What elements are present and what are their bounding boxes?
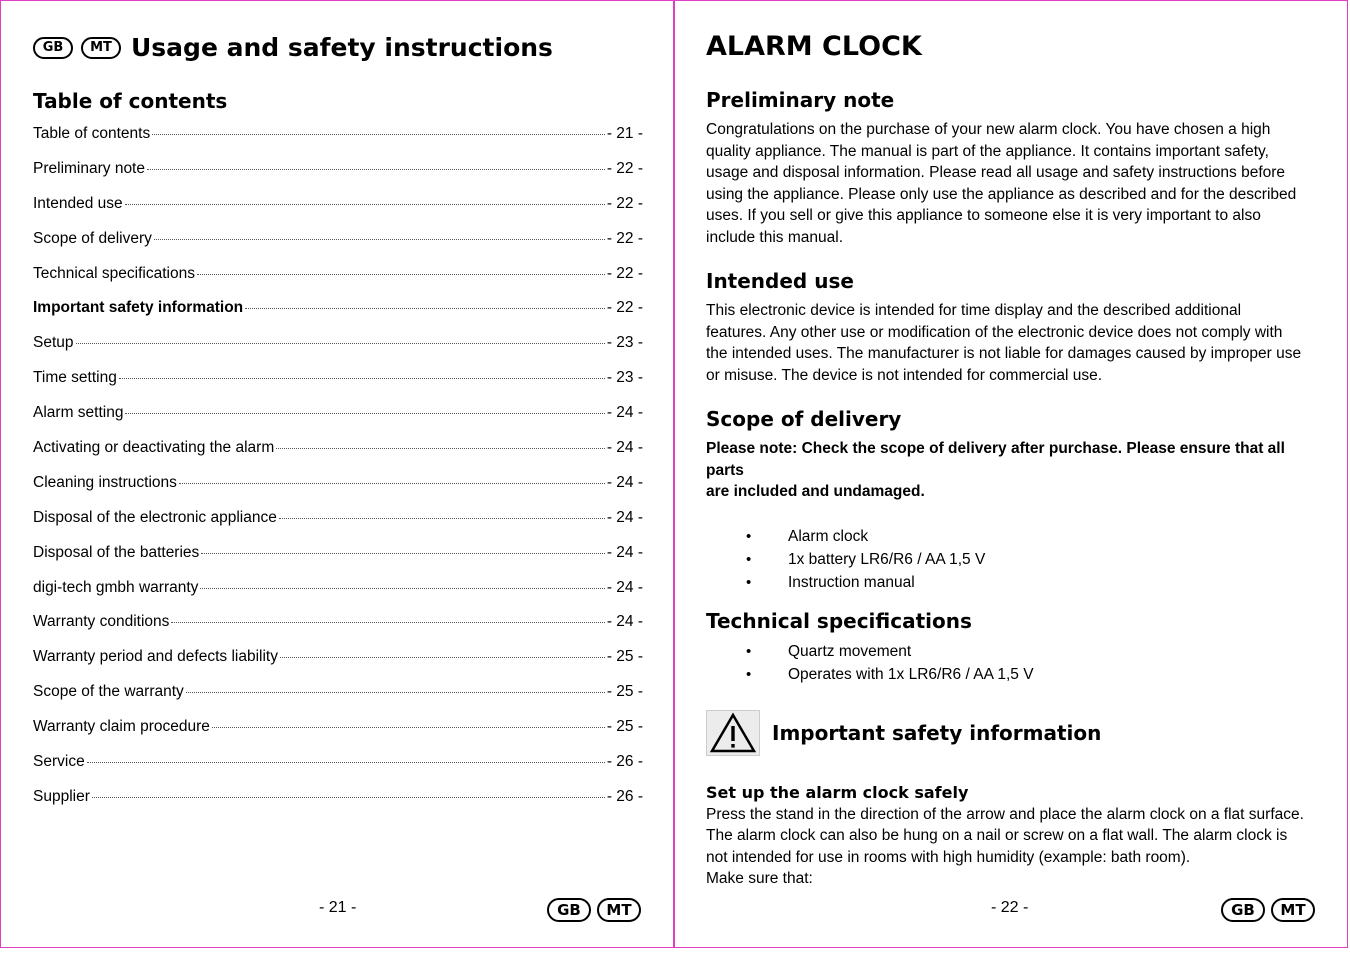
warning-triangle-icon: [706, 710, 760, 756]
toc-entry-page: - 24 -: [606, 578, 643, 596]
toc-entry-title: Disposal of the electronic appliance: [33, 508, 277, 526]
list-item: • Quartz movement: [706, 640, 1318, 663]
text-line: This electronic device is intended for time display and the described additional: [706, 302, 1242, 319]
toc-leader-dots: [92, 797, 605, 798]
intended-use-text: [706, 300, 1318, 386]
toc-entry: [33, 404, 643, 439]
table-of-contents: [33, 125, 643, 823]
safety-subheading: Set up the alarm clock safely: [706, 782, 969, 802]
toc-entry-title: Technical specifications: [33, 264, 195, 282]
toc-leader-dots: [171, 622, 604, 623]
note-line: Please note: Check the scope of delivery after purchase. Please ensure that all parts: [706, 440, 1285, 479]
toc-entry-page: - 24 -: [606, 508, 643, 526]
note-line: are included and undamaged.: [706, 483, 925, 500]
toc-entry: [33, 439, 643, 474]
toc-entry: [33, 125, 643, 160]
toc-entry-page: - 26 -: [606, 753, 643, 771]
toc-entry: [33, 265, 643, 300]
list-item: • Alarm clock: [706, 525, 1318, 548]
scope-note: [706, 438, 1318, 503]
toc-entry-title: Table of contents: [33, 125, 151, 142]
toc-entry: [33, 788, 643, 823]
toc-entry-page: - 23 -: [606, 369, 643, 387]
toc-entry-title: Warranty period and defects liability: [33, 648, 278, 666]
safety-header: [706, 710, 1318, 756]
list-item: • 1x battery LR6/R6 / AA 1,5 V: [706, 548, 1318, 571]
text-line: features. Any other use or modification of the electronic device does not comply with: [706, 323, 1283, 341]
toc-entry: [33, 299, 643, 334]
section-title: ALARM CLOCK: [706, 31, 922, 62]
toc-leader-dots: [279, 518, 605, 519]
toc-entry: [33, 648, 643, 683]
text-line: or misuse. The device is not intended for commercial use.: [706, 366, 1103, 384]
toc-entry-page: - 24 -: [606, 439, 643, 457]
toc-entry: [33, 195, 643, 230]
toc-entry: [33, 509, 643, 544]
toc-entry-title: Preliminary note: [33, 159, 145, 177]
preliminary-heading: Preliminary note: [706, 88, 895, 112]
toc-entry-title: Disposal of the batteries: [33, 543, 200, 561]
toc-entry: [33, 334, 643, 369]
toc-entry-page: - 25 -: [606, 683, 643, 701]
list-item: • Operates with 1x LR6/R6 / AA 1,5 V: [706, 663, 1318, 686]
toc-leader-dots: [125, 204, 605, 205]
toc-entry-page: - 22 -: [606, 264, 643, 282]
toc-entry-title: Setup: [33, 334, 74, 352]
toc-leader-dots: [154, 239, 605, 240]
gb-badge: GB: [33, 37, 73, 59]
toc-entry-page: - 21 -: [606, 125, 643, 142]
scope-heading: Scope of delivery: [706, 407, 902, 431]
technical-list: [706, 640, 1318, 686]
toc-entry-title: digi-tech gmbh warranty: [33, 578, 199, 596]
list-item: • Instruction manual: [706, 571, 1318, 594]
text-line: include this manual.: [706, 228, 843, 246]
toc-entry: [33, 753, 643, 788]
toc-leader-dots: [245, 308, 605, 309]
text-line: the intended uses. The manufacturer is not liable for damages caused by improper use: [706, 345, 1302, 362]
toc-entry: [33, 613, 643, 648]
toc-entry-page: - 25 -: [606, 718, 643, 736]
text-line: Press the stand in the direction of the arrow and place the alarm clock on a flat surface.: [706, 805, 1304, 823]
toc-entry-page: - 24 -: [606, 473, 643, 491]
toc-leader-dots: [276, 448, 605, 449]
toc-leader-dots: [147, 169, 605, 170]
toc-entry-title: Scope of the warranty: [33, 683, 184, 701]
toc-entry-title: Warranty conditions: [33, 613, 170, 631]
preliminary-text: [706, 119, 1318, 248]
toc-entry-page: - 26 -: [606, 787, 643, 805]
toc-entry: [33, 369, 643, 404]
right-page: [674, 0, 1348, 948]
toc-entry: [33, 230, 643, 265]
toc-entry: [33, 160, 643, 195]
mt-badge: MT: [81, 37, 121, 59]
text-line: using the appliance. Please only use the appliance as described and for the described: [706, 185, 1297, 203]
toc-entry-page: - 25 -: [606, 648, 643, 666]
safety-heading: Important safety information: [772, 720, 1102, 745]
toc-entry-title: Activating or deactivating the alarm: [33, 439, 275, 457]
left-page: [0, 0, 674, 948]
text-line: The alarm clock can also be hung on a nail or screw on a flat wall. The alarm clock is: [706, 827, 1288, 844]
toc-leader-dots: [212, 727, 605, 728]
toc-entry-title: Warranty claim procedure: [33, 718, 210, 736]
intended-use-heading: Intended use: [706, 269, 854, 293]
gb-badge: GB: [1221, 898, 1265, 922]
main-title-row: [33, 33, 553, 62]
scope-list: [706, 525, 1318, 594]
toc-entry: [33, 683, 643, 718]
toc-entry-page: - 22 -: [606, 159, 643, 177]
footer-badges: [547, 898, 641, 922]
toc-entry-title: Supplier: [33, 787, 90, 805]
footer-badges: [1221, 898, 1315, 922]
toc-entry-page: - 23 -: [606, 334, 643, 352]
toc-leader-dots: [201, 553, 605, 554]
toc-leader-dots: [119, 378, 605, 379]
toc-entry-page: - 22 -: [606, 194, 643, 212]
toc-entry-page: - 24 -: [606, 543, 643, 561]
toc-leader-dots: [197, 274, 605, 275]
mt-badge: MT: [597, 898, 641, 922]
page-number: - 21 -: [319, 899, 357, 916]
toc-entry: [33, 579, 643, 614]
gb-badge: GB: [547, 898, 591, 922]
technical-heading: Technical specifications: [706, 608, 972, 633]
toc-entry: [33, 544, 643, 579]
toc-leader-dots: [186, 692, 605, 693]
toc-entry-title: Alarm setting: [33, 404, 124, 422]
page-number: - 22 -: [991, 899, 1029, 916]
text-line: not intended for use in rooms with high humidity (example: bath room).: [706, 848, 1191, 866]
toc-entry-title: Important safety information: [33, 299, 244, 317]
toc-entry-page: - 22 -: [606, 229, 643, 247]
text-line: Congratulations on the purchase of your new alarm clock. You have chosen a high: [706, 121, 1271, 138]
mt-badge: MT: [1271, 898, 1315, 922]
toc-entry-page: - 24 -: [606, 613, 643, 631]
toc-leader-dots: [152, 134, 605, 135]
toc-entry-title: Scope of delivery: [33, 229, 152, 247]
toc-leader-dots: [76, 343, 605, 344]
safety-text: [706, 804, 1318, 890]
toc-heading: Table of contents: [33, 89, 228, 113]
toc-leader-dots: [179, 483, 605, 484]
toc-entry-title: Intended use: [33, 194, 123, 212]
toc-leader-dots: [87, 762, 605, 763]
text-line: usage and disposal information. Please read all usage and safety instructions before: [706, 164, 1286, 181]
toc-entry-title: Time setting: [33, 369, 117, 387]
page-title: Usage and safety instructions: [131, 33, 553, 62]
toc-leader-dots: [280, 657, 605, 658]
toc-entry: [33, 474, 643, 509]
text-line: Make sure that:: [706, 870, 813, 887]
text-line: uses. If you sell or give this appliance to someone else it is very important to also: [706, 207, 1261, 224]
toc-entry-title: Service: [33, 753, 85, 771]
toc-leader-dots: [200, 588, 604, 589]
toc-entry-page: - 22 -: [606, 299, 643, 317]
toc-entry-page: - 24 -: [606, 404, 643, 422]
toc-entry-title: Cleaning instructions: [33, 473, 177, 491]
right-content: [706, 87, 1318, 890]
text-line: quality appliance. The manual is part of the appliance. It contains important safety,: [706, 142, 1269, 160]
toc-entry: [33, 718, 643, 753]
toc-leader-dots: [125, 413, 604, 414]
